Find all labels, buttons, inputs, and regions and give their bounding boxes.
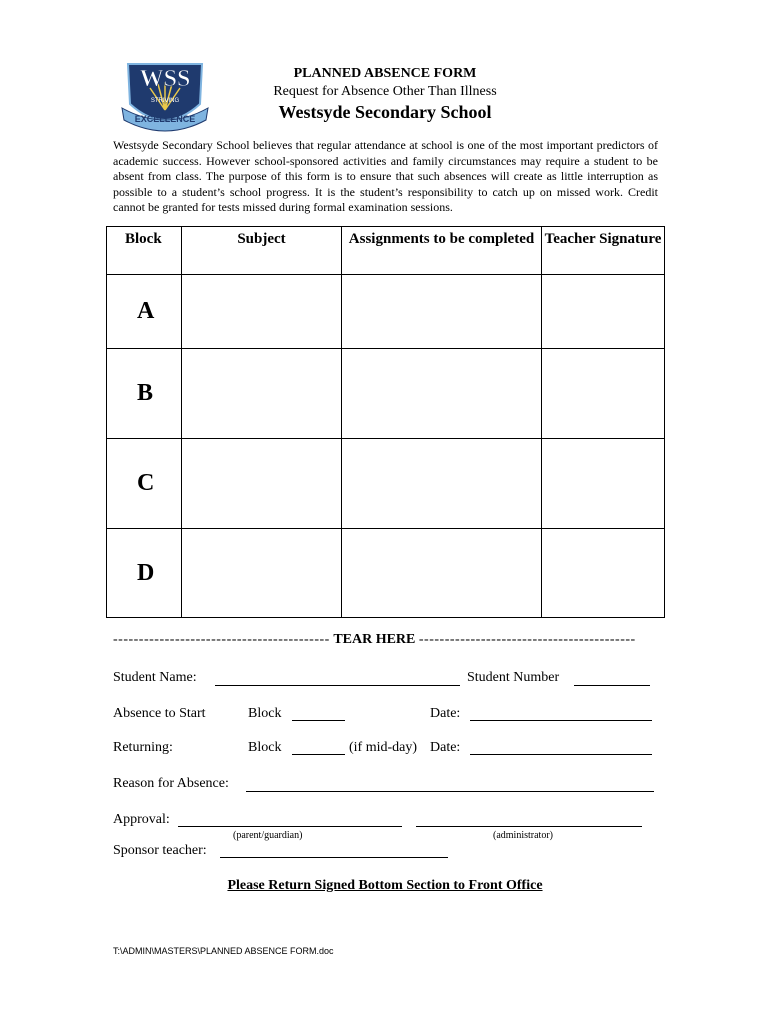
start-block-field[interactable] — [292, 720, 345, 721]
logo-text: WSS — [139, 66, 191, 92]
assignments-cell[interactable] — [342, 529, 542, 618]
assignments-cell[interactable] — [342, 349, 542, 439]
tear-label: TEAR HERE — [333, 632, 416, 647]
school-logo — [120, 58, 210, 136]
table-row — [107, 349, 665, 439]
sponsor-teacher-label: Sponsor teacher: — [113, 843, 207, 858]
return-instruction: Please Return Signed Bottom Section to Front Office — [227, 878, 543, 893]
logo-banner: STRIVING — [150, 98, 180, 104]
block-letter: C — [107, 439, 182, 529]
administrator-signature-field[interactable] — [416, 826, 642, 827]
header-subject: Subject — [182, 227, 342, 275]
subject-cell[interactable] — [182, 349, 342, 439]
block-letter: A — [107, 275, 182, 349]
school-name: Westsyde Secondary School — [278, 102, 492, 122]
header-block: Block — [107, 227, 182, 275]
parent-signature-field[interactable] — [178, 826, 402, 827]
assignments-cell[interactable] — [342, 275, 542, 349]
subject-cell[interactable] — [182, 529, 342, 618]
reason-label: Reason for Absence: — [113, 776, 229, 791]
tear-dashes-right: ------------------------------------------ — [418, 632, 636, 647]
reason-field[interactable] — [246, 791, 654, 792]
student-name-field[interactable] — [215, 685, 460, 686]
returning-label: Returning: — [113, 740, 173, 755]
return-date-field[interactable] — [470, 754, 652, 755]
approval-label: Approval: — [113, 812, 170, 827]
start-block-label: Block — [248, 706, 282, 721]
teacher-signature-cell[interactable] — [542, 275, 665, 349]
file-path-footer: T:\ADMIN\MASTERS\PLANNED ABSENCE FORM.doc — [113, 946, 334, 956]
student-number-field[interactable] — [574, 685, 650, 686]
table-header-row — [107, 227, 665, 275]
block-letter: B — [107, 349, 182, 439]
student-number-label: Student Number — [467, 670, 560, 685]
table-row — [107, 529, 665, 618]
teacher-signature-cell[interactable] — [542, 349, 665, 439]
return-block-label: Block — [248, 740, 282, 755]
assignments-table — [106, 226, 665, 618]
subject-cell[interactable] — [182, 275, 342, 349]
subject-cell[interactable] — [182, 439, 342, 529]
tear-dashes-left: ------------------------------------------ — [113, 632, 330, 647]
form-title: PLANNED ABSENCE FORM — [293, 66, 477, 81]
logo-motto: EXCELLENCE — [134, 114, 196, 124]
header-teacher-signature: Teacher Signature — [542, 227, 665, 275]
teacher-signature-cell[interactable] — [542, 529, 665, 618]
absence-start-label: Absence to Start — [113, 706, 206, 721]
start-date-field[interactable] — [470, 720, 652, 721]
block-letter: D — [107, 529, 182, 618]
assignments-cell[interactable] — [342, 439, 542, 529]
administrator-caption: (administrator) — [493, 830, 553, 841]
return-block-field[interactable] — [292, 754, 345, 755]
if-midday-label: (if mid-day) — [349, 740, 418, 755]
header-assignments: Assignments to be completed — [342, 227, 542, 275]
form-subtitle: Request for Absence Other Than Illness — [273, 84, 497, 99]
tear-line — [113, 632, 658, 648]
parent-guardian-caption: (parent/guardian) — [233, 830, 303, 841]
start-date-label: Date: — [430, 706, 461, 721]
sponsor-teacher-field[interactable] — [220, 857, 448, 858]
teacher-signature-cell[interactable] — [542, 439, 665, 529]
return-date-label: Date: — [430, 740, 461, 755]
intro-paragraph: Westsyde Secondary School believes that regular attendance at school is one of the most important predictors of academic success. However school-sponsored activities and family circumstances may require a student to be absent from class. The purpose of this form is to ensure that such absences will create as little interruption as possible to a student’s school progress. It is the student’s responsibility to catch up on missed work. Credit cannot be granted for tests missed during formal examination sessions. — [113, 138, 658, 214]
table-row — [107, 275, 665, 349]
student-name-label: Student Name: — [113, 670, 197, 685]
table-row — [107, 439, 665, 529]
